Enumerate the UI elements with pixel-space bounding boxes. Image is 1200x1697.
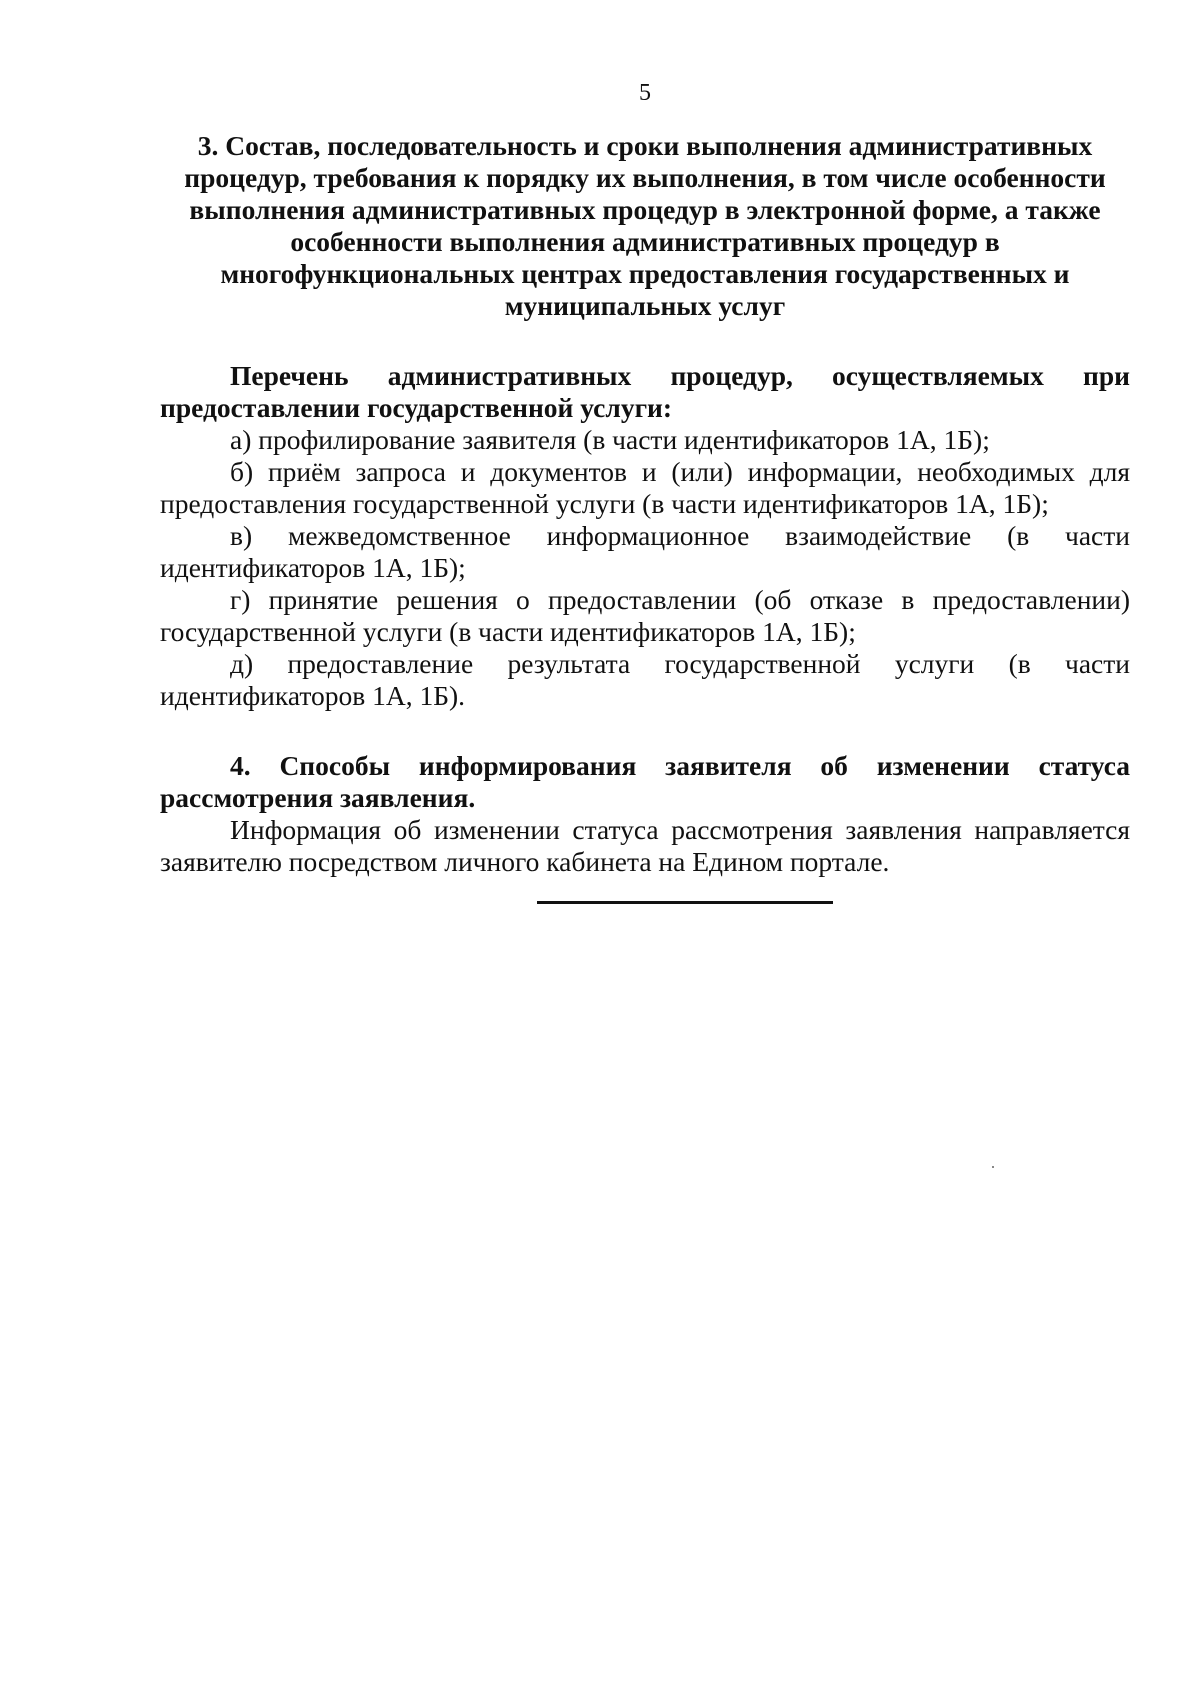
scan-speck [992, 1166, 994, 1168]
procedure-item-d: д) предоставление результата государственной услуги (в части идентификаторов 1А, 1Б). [160, 648, 1130, 711]
procedures-heading: Перечень административных процедур, осуществляемых при предоставлении государственной услуги: [160, 360, 1130, 423]
procedure-item-b: б) приём запроса и документов и (или) информации, необходимых для предоставления государственной услуги (в части идентификаторов 1А, 1Б); [160, 456, 1130, 519]
procedures-list [160, 360, 1130, 712]
section-3-title: 3. Состав, последовательность и сроки выполнения административных процедур, требования к порядку их выполнения, в том числе особенности выполнения административных процедур в электронной форме, а также особенности выполнения административных процедур в многофункциональных центрах предоставления государственных и муниципальных услуг [184, 130, 1106, 321]
page-number: 5 [639, 80, 651, 106]
section-4-title: 4. Способы информирования заявителя об изменении статуса рассмотрения заявления. [160, 750, 1130, 813]
section-4 [160, 750, 1130, 878]
end-divider [537, 901, 833, 904]
procedure-item-g: г) принятие решения о предоставлении (об отказе в предоставлении) государственной услуги (в части идентификаторов 1А, 1Б); [160, 584, 1130, 647]
section-4-text: Информация об изменении статуса рассмотрения заявления направляется заявителю посредством личного кабинета на Едином портале. [160, 814, 1130, 877]
procedure-item-v: в) межведомственное информационное взаимодействие (в части идентификаторов 1А, 1Б); [160, 520, 1130, 583]
procedure-item-a: а) профилирование заявителя (в части идентификаторов 1А, 1Б); [230, 424, 990, 455]
